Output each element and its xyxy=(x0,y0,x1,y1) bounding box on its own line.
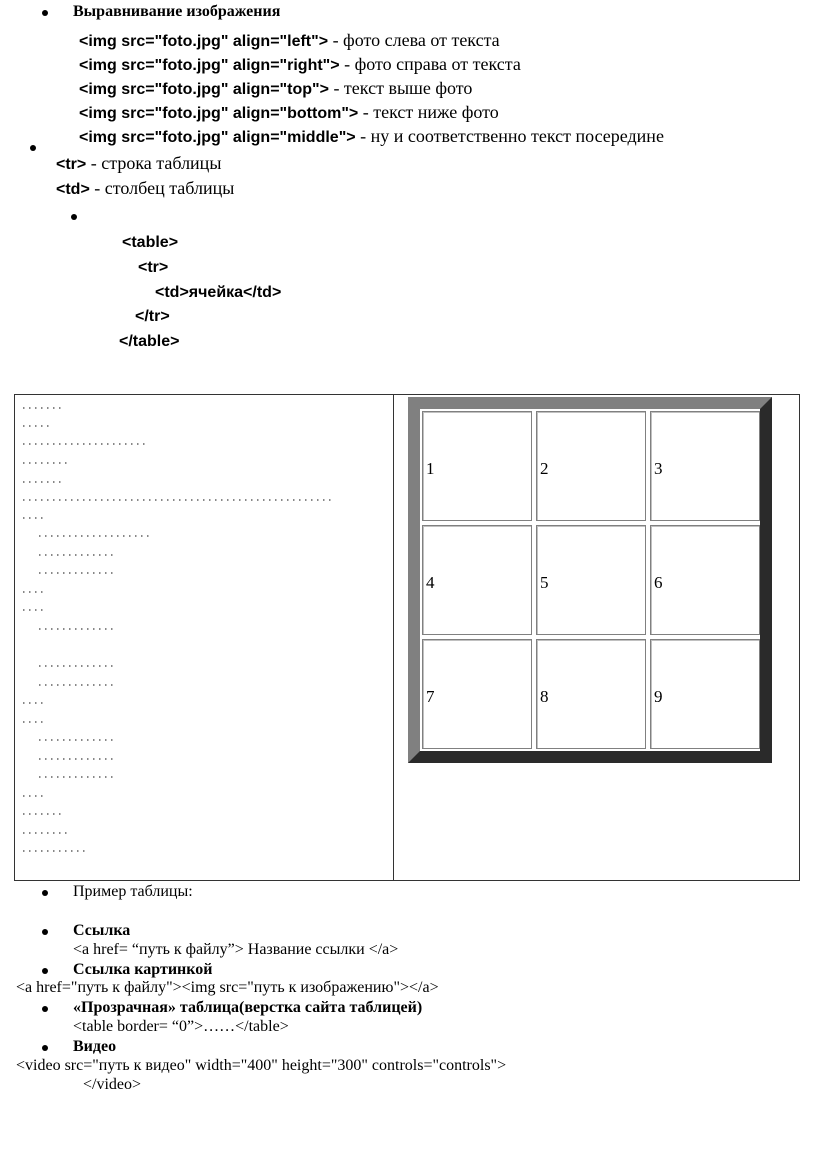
align-bottom-line xyxy=(79,102,499,123)
code-tag: <tr> xyxy=(56,156,87,173)
tr-line xyxy=(56,153,221,174)
table-cell xyxy=(422,525,532,635)
faint-line xyxy=(39,535,149,537)
faint-line xyxy=(23,813,61,815)
code-tag: <img src="foto.jpg" align="bottom"> xyxy=(79,105,359,122)
faint-line xyxy=(23,850,85,852)
cell-value: 6 xyxy=(654,573,663,592)
faint-line xyxy=(23,591,47,593)
code-tag: <td> xyxy=(56,181,90,198)
faint-line xyxy=(23,443,148,445)
faint-line xyxy=(23,407,63,409)
bullet xyxy=(30,145,36,151)
cell-value: 7 xyxy=(426,687,435,706)
code-desc: - текст ниже фото xyxy=(358,102,499,122)
faint-line xyxy=(39,665,117,667)
cell-value: 2 xyxy=(540,459,549,478)
cell-value: 4 xyxy=(426,573,435,592)
faint-line xyxy=(39,572,117,574)
code-table-open: <table> xyxy=(122,234,179,251)
faint-line xyxy=(23,609,45,611)
faint-line xyxy=(39,776,117,778)
transparent-table-code: <table border= “0”>……</table> xyxy=(73,1018,289,1035)
transparent-table-heading: «Прозрачная» таблица(верстка сайта таблицей) xyxy=(73,999,423,1016)
align-right-line xyxy=(79,54,521,75)
code-tag: <img src="foto.jpg" align="middle"> xyxy=(79,129,356,146)
heading-image-alignment: Выравнивание изображения xyxy=(73,3,281,20)
cell-value: 1 xyxy=(426,459,435,478)
faint-line xyxy=(23,517,45,519)
code-tag: <img src="foto.jpg" align="right"> xyxy=(79,57,340,74)
link-heading: Ссылка xyxy=(73,922,131,939)
video-close-code: </video> xyxy=(83,1076,142,1093)
image-link-code: <a href="путь к файлу"><img src="путь к изображению"></a> xyxy=(16,979,439,996)
faint-line xyxy=(23,832,67,834)
faint-line xyxy=(39,739,117,741)
faint-line xyxy=(23,462,68,464)
video-heading: Видео xyxy=(73,1038,117,1055)
bullet xyxy=(71,214,77,220)
bullet xyxy=(42,1045,48,1051)
code-table-close: </table> xyxy=(119,333,180,350)
faint-code-column xyxy=(23,407,393,867)
video-code: <video src="путь к видео" width="400" height="300" controls="controls"> xyxy=(16,1057,507,1074)
code-td-cell: <td>ячейка</td> xyxy=(155,284,282,301)
code-desc: - столбец таблицы xyxy=(89,178,235,198)
faint-line xyxy=(39,554,117,556)
image-link-heading: Ссылка картинкой xyxy=(73,961,213,978)
faint-line xyxy=(39,758,117,760)
faint-line xyxy=(39,628,117,630)
code-tr-open: <tr> xyxy=(138,259,169,276)
link-code: <a href= “путь к файлу”> Название ссылки </a> xyxy=(73,941,399,958)
cell-value: 9 xyxy=(654,687,663,706)
faint-line xyxy=(23,721,45,723)
bullet xyxy=(42,1006,48,1012)
bullet xyxy=(42,929,48,935)
align-top-line xyxy=(79,78,472,99)
rendered-table xyxy=(408,397,772,763)
code-desc: - фото слева от текста xyxy=(328,30,500,50)
table-cell xyxy=(536,639,646,749)
td-line xyxy=(56,178,234,199)
cell-value: 3 xyxy=(654,459,663,478)
faint-line xyxy=(23,795,47,797)
table-cell xyxy=(650,525,760,635)
code-tr-close: </tr> xyxy=(135,308,170,325)
example-divider xyxy=(393,394,394,881)
table-cell xyxy=(536,525,646,635)
table-cell xyxy=(536,411,646,521)
faint-line xyxy=(23,481,63,483)
code-desc: - фото справа от текста xyxy=(339,54,521,74)
table-cell xyxy=(422,639,532,749)
code-tag: <img src="foto.jpg" align="top"> xyxy=(79,81,329,98)
bullet xyxy=(42,10,48,16)
table-cell xyxy=(650,639,760,749)
table-cell xyxy=(422,411,532,521)
faint-line xyxy=(23,425,53,427)
faint-line xyxy=(23,702,47,704)
align-middle-line xyxy=(79,126,664,147)
cell-value: 5 xyxy=(540,573,549,592)
faint-line xyxy=(39,684,117,686)
code-tag: <img src="foto.jpg" align="left"> xyxy=(79,33,329,50)
cell-value: 8 xyxy=(540,687,549,706)
faint-line xyxy=(23,499,333,501)
align-left-line xyxy=(79,30,500,51)
example-label: Пример таблицы: xyxy=(73,883,193,900)
bullet xyxy=(42,968,48,974)
bullet xyxy=(42,890,48,896)
code-desc: - строка таблицы xyxy=(86,153,222,173)
table-cell xyxy=(650,411,760,521)
code-desc: - текст выше фото xyxy=(328,78,473,98)
code-desc: - ну и соответственно текст посередине xyxy=(355,126,664,146)
